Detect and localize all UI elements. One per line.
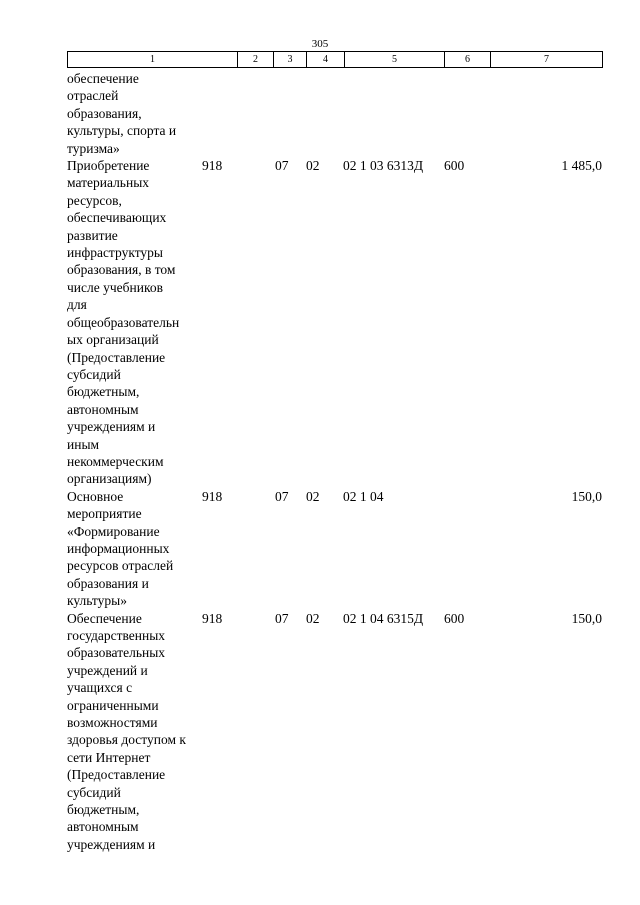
column-header-3: 3	[274, 52, 307, 68]
item-name-line: инфраструктуры	[67, 245, 163, 261]
column-header-row	[68, 52, 603, 68]
section-code: 07	[275, 158, 289, 174]
column-header-7: 7	[491, 52, 603, 68]
item-name-line: возможностями	[67, 715, 158, 731]
item-name-line: образовательных	[67, 645, 166, 661]
column-header-6: 6	[445, 52, 491, 68]
item-name-line: туризма»	[67, 140, 120, 156]
item-name-line: образования и	[67, 575, 149, 591]
expense-type: 600	[444, 158, 465, 174]
item-name-line: мероприятие	[67, 506, 142, 522]
item-name-line: (Предоставление	[67, 349, 166, 365]
item-name-line: некоммерческим	[67, 453, 164, 469]
section-code: 07	[275, 488, 289, 504]
amount: 150,0	[571, 610, 602, 626]
column-header-5: 5	[345, 52, 445, 68]
item-name-line: информационных	[67, 540, 170, 556]
item-name-line: (Предоставление	[67, 767, 166, 783]
item-name-line: ых организаций	[67, 332, 159, 348]
item-name-line: учреждений и	[67, 662, 148, 678]
column-header-1: 1	[68, 52, 238, 68]
item-name-line: материальных	[67, 175, 150, 191]
item-name	[67, 488, 202, 610]
section-code: 07	[275, 610, 289, 626]
target-article: 02 1 04	[343, 488, 384, 504]
table-row	[67, 488, 607, 610]
amount: 1 485,0	[561, 158, 602, 174]
subsection-code: 02	[306, 610, 320, 626]
item-name-line: «Формирование	[67, 523, 160, 539]
item-name-line: автономным	[67, 401, 139, 417]
table-row	[67, 610, 607, 854]
target-article: 02 1 03 6313Д	[343, 158, 424, 174]
table-row	[67, 70, 607, 157]
ministry-code: 918	[202, 610, 223, 626]
item-name-line: образования, в том	[67, 262, 176, 278]
item-name-line: Основное	[67, 488, 124, 504]
item-name	[67, 610, 202, 854]
item-name-line: сети Интернет	[67, 749, 151, 765]
item-name-line: Приобретение	[67, 158, 150, 174]
item-name-line: числе учебников	[67, 279, 163, 295]
item-name-line: отраслей	[67, 88, 119, 104]
item-name-line: Обеспечение	[67, 610, 142, 626]
item-name	[67, 157, 202, 488]
item-name-line: культуры»	[67, 593, 127, 609]
table-row	[67, 157, 607, 488]
item-name-line: учреждениям и	[67, 419, 156, 435]
subsection-code: 02	[306, 488, 320, 504]
item-name-line: развитие	[67, 227, 118, 243]
item-name-line: общеобразовательн	[67, 314, 180, 330]
subsection-code: 02	[306, 158, 320, 174]
item-name-line: субсидий	[67, 784, 121, 800]
amount: 150,0	[571, 488, 602, 504]
item-name-line: ограниченными	[67, 697, 159, 713]
item-name-line: автономным	[67, 819, 139, 835]
item-name-line: образования,	[67, 105, 142, 121]
item-name-line: культуры, спорта и	[67, 123, 177, 139]
ministry-code: 918	[202, 158, 223, 174]
item-name-line: учреждениям и	[67, 836, 156, 852]
ministry-code: 918	[202, 488, 223, 504]
target-article: 02 1 04 6315Д	[343, 610, 424, 626]
item-name-line: здоровья доступом к	[67, 732, 186, 748]
item-name-line: субсидий	[67, 366, 121, 382]
page-number: 305	[311, 38, 329, 50]
item-name-line: учащихся с	[67, 680, 133, 696]
item-name-line: ресурсов,	[67, 192, 122, 208]
item-name-line: обеспечивающих	[67, 210, 167, 226]
item-name-line: бюджетным,	[67, 802, 140, 818]
budget-table-body	[67, 70, 607, 853]
item-name-line: обеспечение	[67, 71, 139, 86]
item-name-line: бюджетным,	[67, 384, 140, 400]
item-name-line: ресурсов отраслей	[67, 558, 174, 574]
column-header-table	[67, 51, 603, 68]
item-name-line: иным	[67, 436, 100, 452]
column-header-4: 4	[307, 52, 345, 68]
item-name-line: для	[67, 297, 87, 313]
item-name-line: организациям)	[67, 471, 152, 487]
column-header-2: 2	[238, 52, 274, 68]
expense-type: 600	[444, 610, 465, 626]
item-name	[67, 70, 202, 157]
item-name-line: государственных	[67, 628, 166, 643]
